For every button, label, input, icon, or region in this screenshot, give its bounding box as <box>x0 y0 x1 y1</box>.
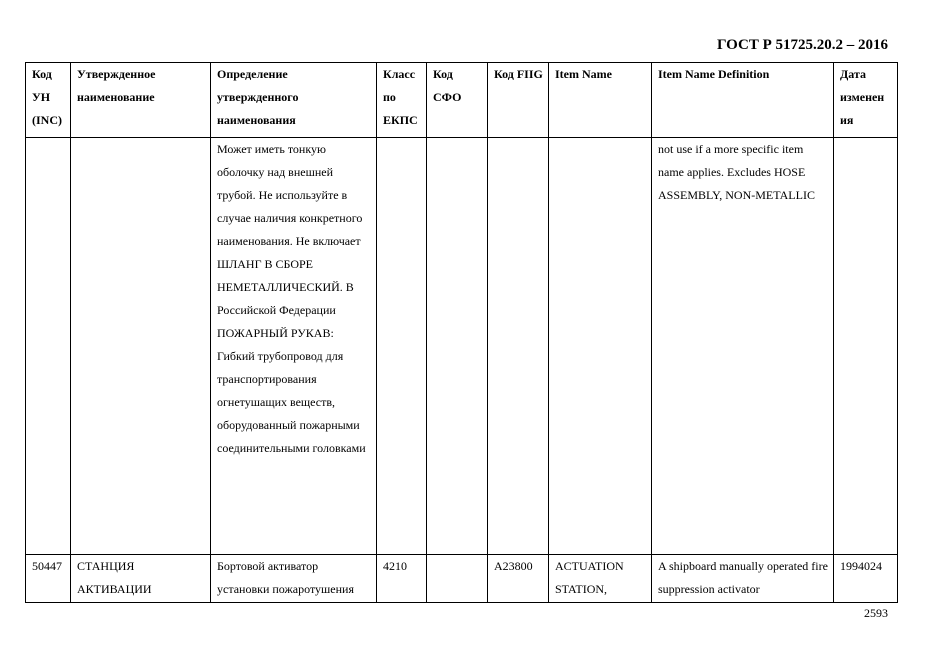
table-row <box>26 555 898 603</box>
cell-approved-name <box>71 138 211 555</box>
cell-date <box>834 138 898 555</box>
col-header-approved-name: Утвержденное наименование <box>71 63 211 138</box>
definition-en-text: not use if a more specific item name applies. Excludes HOSE ASSEMBLY, NON-METALLIC <box>658 142 815 202</box>
cell-definition-ru <box>211 138 377 555</box>
cell-inc: 50447 <box>26 555 71 603</box>
col-header-date: Дата изменен ия <box>834 63 898 138</box>
cell-approved-name: СТАНЦИЯ АКТИВАЦИИ <box>71 555 211 603</box>
definition-ru-text: Может иметь тонкую оболочку над внешней трубой. Не используйте в случае наличия конкретного наименования. Не включает ШЛАНГ В СБОРЕ НЕМЕТАЛЛИЧЕСКИЙ. В Российской Федерации ПОЖАРНЫЙ РУКАВ: Гибкий трубопровод для транспортирования огнетушащих веществ, оборудованный пожарными соединительными головками <box>217 142 366 455</box>
cell-class: 4210 <box>377 555 427 603</box>
document-id: ГОСТ Р 51725.20.2 – 2016 <box>716 37 888 53</box>
cell-class <box>377 138 427 555</box>
cell-definition-ru: Бортовой активатор установки пожаротушения <box>211 555 377 603</box>
cell-item-definition: A shipboard manually operated fire suppression activator <box>652 555 834 603</box>
page-number: 2593 <box>864 606 888 620</box>
cell-inc <box>26 138 71 555</box>
col-header-class: Класс по ЕКПС <box>377 63 427 138</box>
col-header-item-name: Item Name <box>549 63 652 138</box>
col-header-sfo: Код СФО <box>427 63 488 138</box>
cell-sfo <box>427 138 488 555</box>
cell-date: 1994024 <box>834 555 898 603</box>
cell-fiig <box>488 138 549 555</box>
cell-item-name <box>549 138 652 555</box>
col-header-fiig: Код FIIG <box>488 63 549 138</box>
col-header-item-definition: Item Name Definition <box>652 63 834 138</box>
cell-sfo <box>427 555 488 603</box>
cell-item-definition <box>652 138 834 555</box>
col-header-inc: Код УН (INC) <box>26 63 71 138</box>
classifier-table <box>25 62 898 603</box>
table-row-continuation <box>26 138 898 555</box>
cell-item-name: ACTUATION STATION, <box>549 555 652 603</box>
cell-fiig: A23800 <box>488 555 549 603</box>
col-header-definition: Определение утвержденного наименования <box>211 63 377 138</box>
table-header-row <box>26 63 898 138</box>
